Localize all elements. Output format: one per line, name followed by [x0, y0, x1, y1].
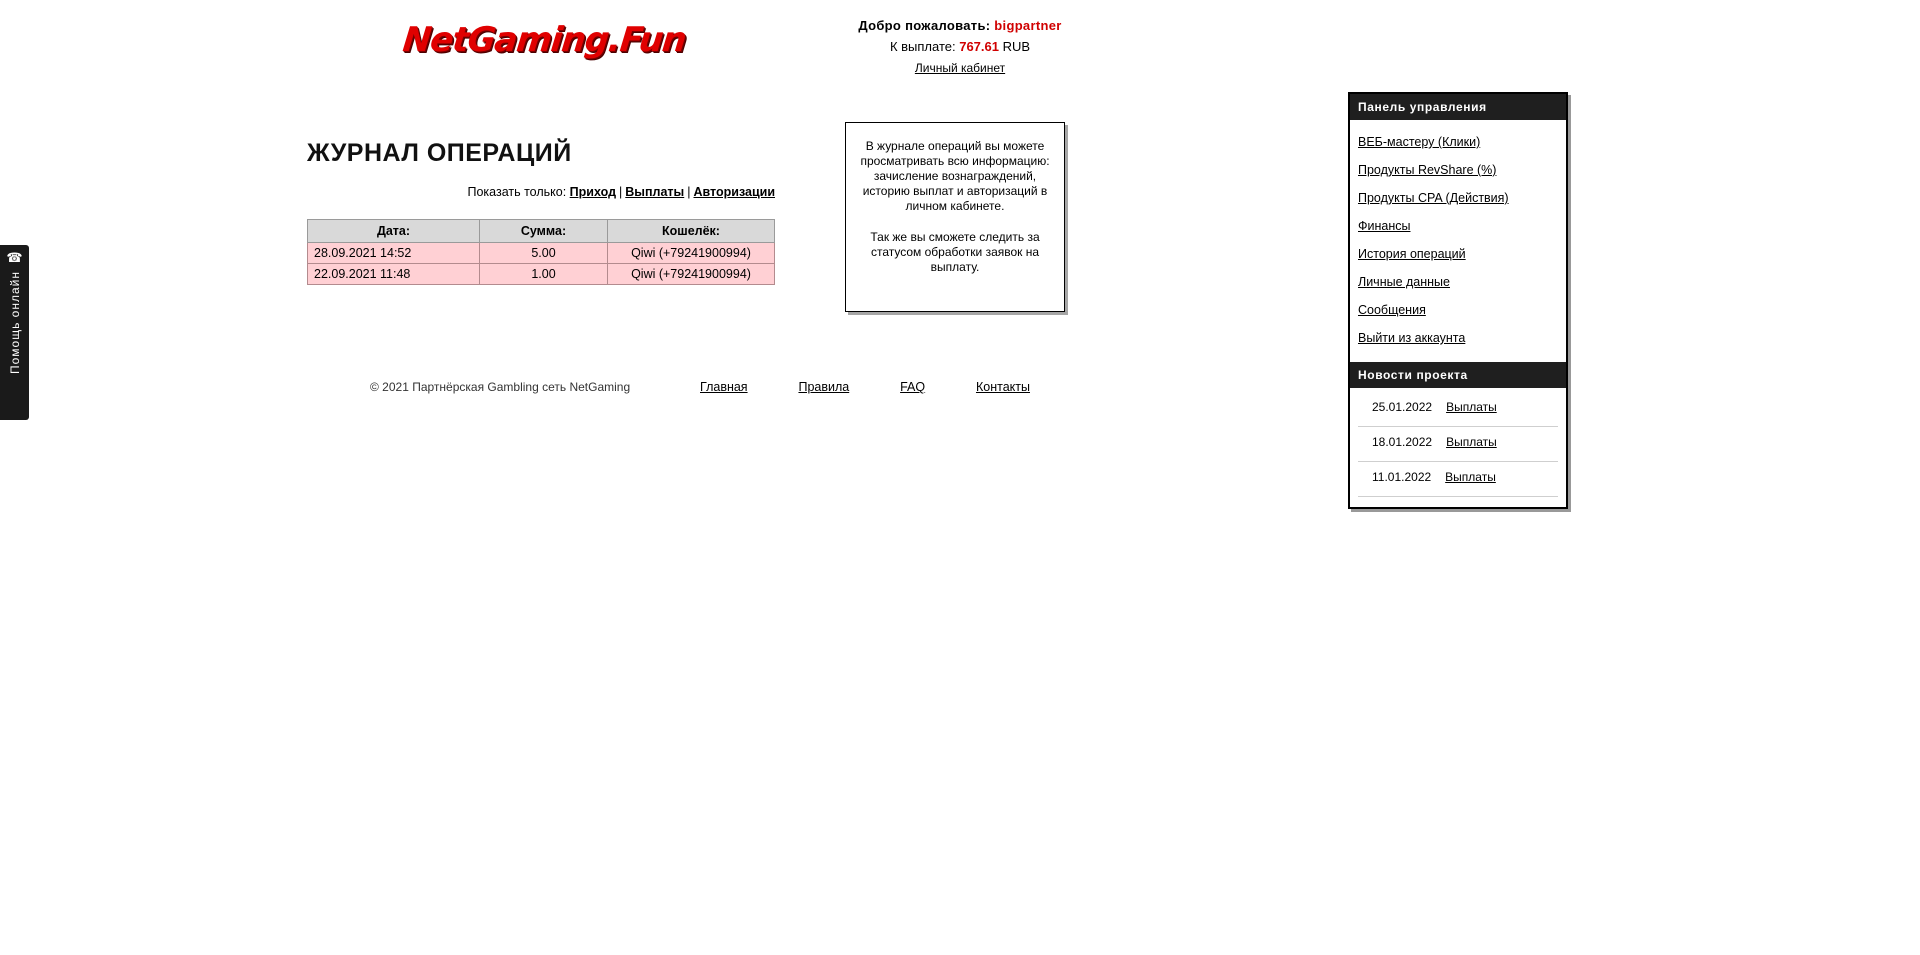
- username: bigpartner: [994, 18, 1062, 33]
- filter-separator-1: |: [619, 185, 623, 199]
- news-date: 25.01.2022: [1372, 400, 1433, 414]
- sidebar-item-cpa-products[interactable]: Продукты CPA (Действия): [1358, 191, 1509, 205]
- cell-date: 28.09.2021 14:52: [308, 243, 480, 264]
- news-link[interactable]: Выплаты: [1446, 435, 1497, 449]
- news-date: 11.01.2022: [1372, 470, 1432, 484]
- sidebar-item-webmaster-clicks[interactable]: ВЕБ-мастеру (Клики): [1358, 135, 1481, 149]
- column-header-wallet: Кошелёк:: [608, 220, 775, 243]
- payout-label: К выплате:: [889, 39, 956, 54]
- footer-link-rules[interactable]: Правила: [798, 380, 850, 394]
- sidebar-item-finance[interactable]: Финансы: [1358, 219, 1411, 233]
- list-item: [1358, 392, 1558, 427]
- headset-icon: ☎: [6, 250, 23, 265]
- payout-amount: 767.61: [959, 39, 999, 54]
- footer-links: [700, 380, 1030, 394]
- welcome-prefix: Добро пожаловать:: [858, 18, 991, 33]
- news-link[interactable]: Выплаты: [1445, 470, 1496, 484]
- account-summary: [760, 18, 1160, 75]
- page-title: ЖУРНАЛ ОПЕРАЦИЙ: [307, 138, 572, 167]
- personal-cabinet-link[interactable]: Личный кабинет: [914, 61, 1006, 75]
- control-panel-nav: [1350, 120, 1566, 362]
- cell-wallet: Qiwi (+79241900994): [608, 264, 775, 285]
- welcome-line: [760, 18, 1160, 33]
- footer-link-home[interactable]: Главная: [700, 380, 748, 394]
- news-list: [1350, 388, 1566, 507]
- cell-amount: 1.00: [480, 264, 608, 285]
- filter-income[interactable]: Приход: [569, 185, 617, 199]
- info-paragraph-2: Так же вы сможете следить за статусом обработки заявок на выплату.: [870, 230, 1040, 274]
- footer-link-contacts[interactable]: Контакты: [975, 380, 1030, 394]
- filter-label: Показать только:: [467, 185, 567, 199]
- site-logo[interactable]: [392, 18, 697, 62]
- cell-wallet: Qiwi (+79241900994): [608, 243, 775, 264]
- table-row: [308, 264, 775, 285]
- news-link[interactable]: Выплаты: [1446, 400, 1497, 414]
- filter-row: [307, 185, 775, 199]
- sidebar-item-operations-history[interactable]: История операций: [1358, 247, 1466, 261]
- copyright-text: © 2021 Партнёрская Gambling сеть NetGaming: [370, 380, 631, 394]
- table-header-row: [308, 220, 775, 243]
- column-header-amount: Сумма:: [480, 220, 608, 243]
- list-item: [1358, 462, 1558, 497]
- info-paragraph-1: В журнале операций вы можете просматривать всю информацию: зачисление вознаграждений, историю выплат и авторизаций в личном кабинете.: [860, 139, 1050, 213]
- payout-currency: RUB: [1002, 39, 1031, 54]
- cell-date: 22.09.2021 11:48: [308, 264, 480, 285]
- news-panel-title: Новости проекта: [1350, 362, 1566, 388]
- filter-separator-2: |: [687, 185, 691, 199]
- list-item: [1358, 427, 1558, 462]
- sidebar-item-messages[interactable]: Сообщения: [1358, 303, 1426, 317]
- control-panel: [1348, 92, 1568, 509]
- cell-amount: 5.00: [480, 243, 608, 264]
- column-header-date: Дата:: [308, 220, 480, 243]
- site-logo-text: NetGaming.Fun: [401, 20, 688, 60]
- news-date: 18.01.2022: [1372, 435, 1433, 449]
- operations-table: [307, 219, 775, 285]
- control-panel-title: Панель управления: [1350, 94, 1566, 120]
- sidebar-item-logout[interactable]: Выйти из аккаунта: [1358, 331, 1466, 345]
- filter-authorizations[interactable]: Авторизации: [693, 185, 775, 199]
- filter-payouts[interactable]: Выплаты: [625, 185, 685, 199]
- help-online-tab[interactable]: [0, 245, 29, 420]
- sidebar-item-personal-data[interactable]: Личные данные: [1358, 275, 1450, 289]
- help-online-label: Помощь онлайн: [7, 271, 22, 374]
- footer-link-faq[interactable]: FAQ: [900, 380, 926, 394]
- sidebar-item-revshare-products[interactable]: Продукты RevShare (%): [1358, 163, 1497, 177]
- info-box: [845, 122, 1065, 312]
- payout-line: [760, 39, 1160, 54]
- table-row: [308, 243, 775, 264]
